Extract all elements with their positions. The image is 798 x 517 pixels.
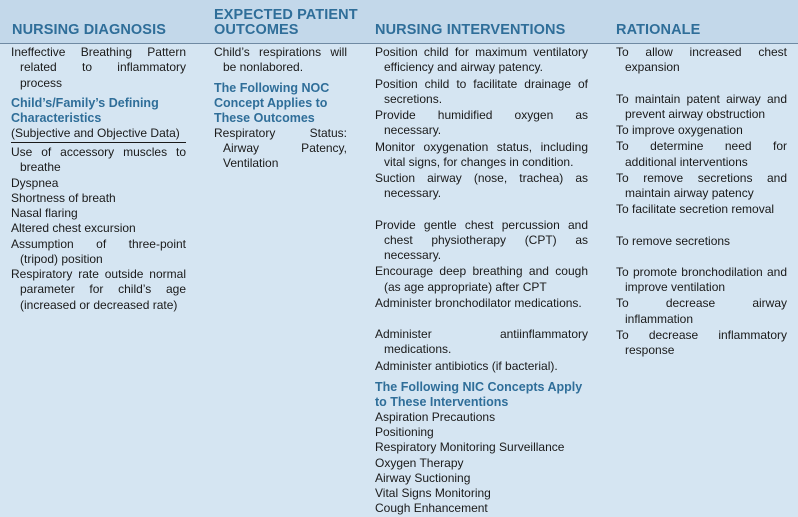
characteristic-item: Respiratory rate outside normal parameter for child’s age (increased or decreased rate) <box>11 267 186 312</box>
rationale-list <box>616 45 787 358</box>
intervention-item: Suction airway (nose, trachea) as necessary. <box>375 171 588 201</box>
intervention-item: Administer bronchodilator medications. <box>375 295 582 310</box>
characteristics-list <box>11 145 186 313</box>
header-outcomes-line1: EXPECTED PATIENT <box>214 7 358 23</box>
outcomes-column <box>214 45 347 171</box>
defining-characteristics-subheading: (Subjective and Objective Data) <box>11 126 186 143</box>
characteristic-item: Altered chest excursion <box>11 221 136 236</box>
rationale-item: To decrease airway inflammation <box>616 296 787 326</box>
rationale-item: To remove secretions and maintain airway patency <box>616 170 787 200</box>
nic-heading: The Following NIC Concepts Apply to These Interventions <box>375 379 583 409</box>
intervention-item: Position child to facilitate drainage of secretions. <box>375 76 588 106</box>
nic-concept-item: Airway Suctioning <box>375 470 471 485</box>
rationale-item: To facilitate secretion removal <box>616 202 775 217</box>
header-rationale: RATIONALE <box>616 22 701 38</box>
header-expected-outcomes <box>214 8 358 38</box>
header-outcomes-line2: OUTCOMES <box>214 22 299 38</box>
characteristic-item: Nasal flaring <box>11 206 78 220</box>
rationale-item: To determine need for additional interventions <box>616 139 787 169</box>
intervention-item: Encourage deep breathing and cough (as age appropriate) after CPT <box>375 264 588 294</box>
intervention-item: Administer antibiotics (if bacterial). <box>375 358 558 373</box>
interventions-column <box>375 45 588 517</box>
noc-concept: Respiratory Status: Airway Patency, Ventilation <box>214 125 347 170</box>
nic-concept-item: Cough Enhancement <box>375 501 488 516</box>
nic-concept-item: Oxygen Therapy <box>375 455 464 470</box>
characteristic-item: Assumption of three-point (tripod) position <box>11 236 186 266</box>
rationale-column <box>616 45 787 358</box>
rationale-item: To decrease inflammatory response <box>616 327 787 357</box>
nic-concepts-list <box>375 410 588 517</box>
intervention-item: Monitor oxygenation status, including vital signs, for changes in condition. <box>375 139 588 169</box>
characteristic-item: Dyspnea <box>11 175 59 190</box>
intervention-item: Administer antiinflammatory medications. <box>375 327 588 357</box>
outcome-statement: Child’s respirations will be nonlabored. <box>214 45 347 75</box>
interventions-list <box>375 45 588 374</box>
noc-heading: The Following NOC Concept Applies to These Outcomes <box>214 80 330 125</box>
rationale-item: To improve oxygenation <box>616 123 743 137</box>
header-nursing-diagnosis: NURSING DIAGNOSIS <box>12 22 166 38</box>
diagnosis-statement: Ineffective Breathing Pattern related to inflammatory process <box>11 45 186 90</box>
diagnosis-column <box>11 45 186 313</box>
intervention-item: Provide gentle chest percussion and chest physiotherapy (CPT) as necessary. <box>375 217 588 262</box>
rationale-item: To promote bronchodilation and improve ventilation <box>616 264 787 294</box>
header-nursing-interventions: NURSING INTERVENTIONS <box>375 22 566 38</box>
intervention-item: Position child for maximum ventilatory efficiency and airway patency. <box>375 45 588 75</box>
rationale-item: To remove secretions <box>616 233 731 248</box>
rationale-item: To maintain patent airway and prevent airway obstruction <box>616 91 787 121</box>
nic-concept-item: Positioning <box>375 425 434 439</box>
characteristic-item: Use of accessory muscles to breathe <box>11 145 186 175</box>
defining-characteristics-heading: Child’s/Family’s Defining Characteristics <box>11 95 159 125</box>
nic-concept-item: Aspiration Precautions <box>375 409 496 424</box>
characteristic-item: Shortness of breath <box>11 190 116 205</box>
nic-concept-item: Respiratory Monitoring Surveillance <box>375 440 565 455</box>
intervention-item: Provide humidified oxygen as necessary. <box>375 108 588 138</box>
nic-concept-item: Vital Signs Monitoring <box>375 486 491 500</box>
rationale-item: To allow increased chest expansion <box>616 45 787 75</box>
